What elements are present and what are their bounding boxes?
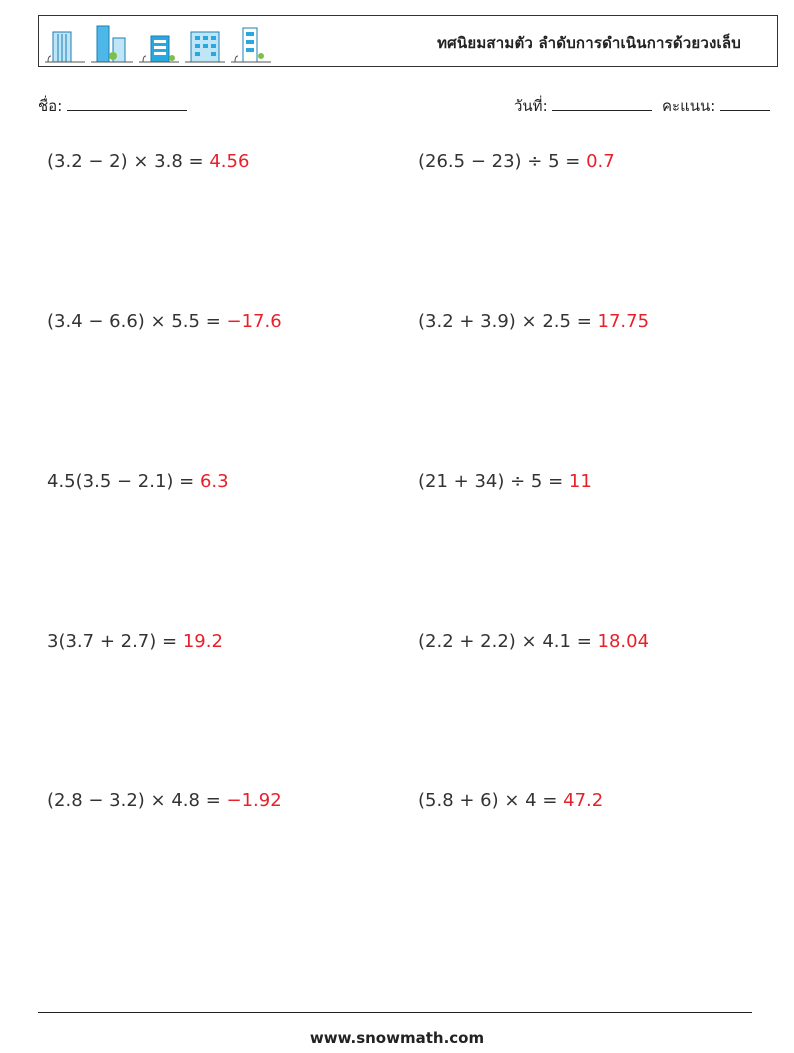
date-field [514,94,652,118]
problem-answer: 4.56 [209,151,250,172]
problem-expression: 4.5(3.5 − 2.1) = [47,471,200,492]
building-icon [185,22,225,64]
problem-6 [418,471,592,492]
building-icon [139,22,179,64]
problem-expression: (26.5 − 23) ÷ 5 = [418,151,587,172]
building-icon [231,22,271,64]
problem-answer: 47.2 [563,790,604,811]
name-label: ชื่อ: [38,97,63,115]
score-field [662,94,770,118]
name-blank[interactable] [67,96,187,111]
problem-answer: −17.6 [226,311,282,332]
problem-expression: (3.2 + 3.9) × 2.5 = [418,311,598,332]
worksheet-header [38,15,778,67]
problem-answer: 17.75 [597,311,650,332]
footer-divider [38,1012,752,1013]
problem-answer: 18.04 [597,631,650,652]
problem-1 [47,151,249,172]
problem-2 [418,151,615,172]
problem-answer: −1.92 [226,790,282,811]
worksheet-title: ทศนิยมสามตัว ลำดับการดำเนินการด้วยวงเล็บ [437,34,741,52]
problem-answer: 19.2 [182,631,223,652]
problem-expression: (5.8 + 6) × 4 = [418,790,564,811]
problem-9 [47,790,282,811]
problem-answer: 6.3 [199,471,229,492]
building-icon [91,22,133,64]
name-field [38,94,187,118]
date-label: วันที่: [514,97,548,115]
score-blank[interactable] [720,96,770,111]
score-label: คะแนน: [662,97,716,115]
problem-3 [47,311,282,332]
date-blank[interactable] [552,96,652,111]
problem-10 [418,790,603,811]
problem-answer: 0.7 [586,151,615,172]
problem-8 [418,631,649,652]
problem-expression: (2.2 + 2.2) × 4.1 = [418,631,598,652]
problem-5 [47,471,229,492]
problem-expression: (3.4 − 6.6) × 5.5 = [47,311,227,332]
problem-expression: 3(3.7 + 2.7) = [47,631,183,652]
problem-4 [418,311,649,332]
footer-url[interactable]: www.snowmath.com [309,1029,485,1047]
problem-answer: 11 [568,471,592,492]
problem-expression: (2.8 − 3.2) × 4.8 = [47,790,227,811]
problem-expression: (3.2 − 2) × 3.8 = [47,151,210,172]
building-icon [45,22,85,64]
problem-expression: (21 + 34) ÷ 5 = [418,471,569,492]
problem-7 [47,631,223,652]
